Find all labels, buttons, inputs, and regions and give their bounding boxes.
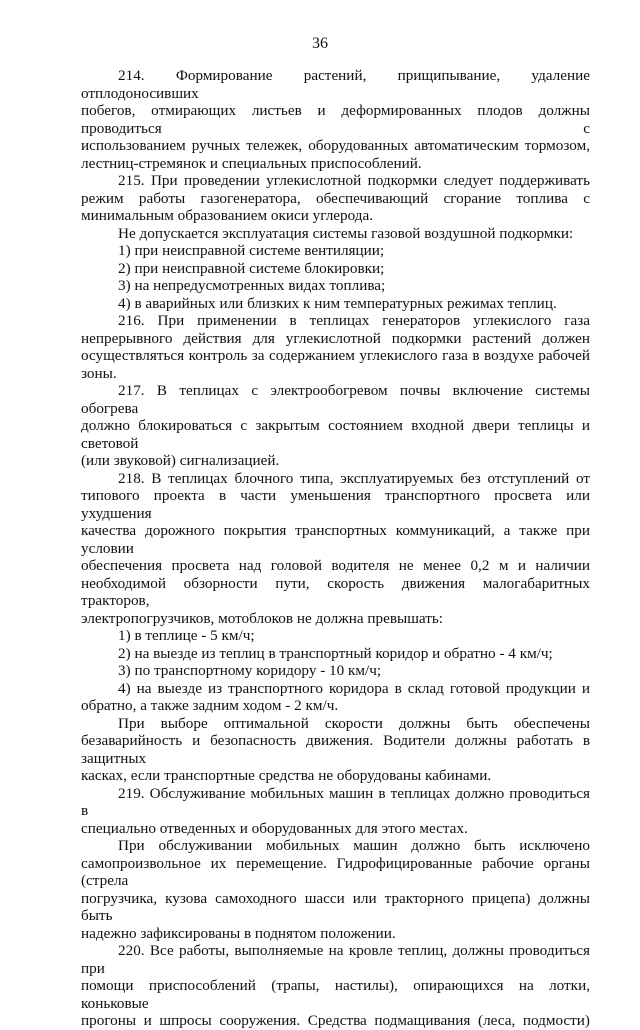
text-line: самопроизвольное их перемещение. Гидрофицированные рабочие органы (стрела — [81, 854, 590, 889]
text-line: электропогрузчиков, мотоблоков не должна превышать: — [81, 609, 444, 627]
text-line: специально отведенных и оборудованных для этого местах. — [81, 819, 468, 837]
text-line: необходимой обзорности пути, скорость движения малогабаритных тракторов, — [81, 574, 590, 609]
text-line: При обслуживании мобильных машин должно быть исключено — [118, 837, 590, 854]
text-line: режим работы газогенератора, обеспечивающий сгорание топлива с — [81, 189, 590, 207]
text-line: 3) на непредусмотренных видах топлива; — [118, 277, 386, 294]
text-line: обратно, а также задним ходом - 2 км/ч. — [81, 697, 339, 714]
text-line: использованием ручных тележек, оборудованных автоматическим тормозом, — [81, 137, 590, 154]
text-line: 3) по транспортному коридору - 10 км/ч; — [118, 662, 382, 679]
text-line: должно блокироваться с закрытым состоянием входной двери теплицы и световой — [81, 417, 590, 452]
text-line: обеспечения просвета над головой водителя не менее 0,2 м и наличии — [81, 557, 590, 574]
text-line: 216. При применении в теплицах генераторов углекислого газа — [118, 312, 590, 329]
text-line: касках, если транспортные средства не оборудованы кабинами. — [81, 767, 492, 784]
text-line: 214. Формирование растений, прищипывание, удаление отплодоносивших — [81, 67, 590, 102]
text-line: 215. При проведении углекислотной подкормки следует поддерживать — [118, 172, 590, 189]
text-line: Не допускается эксплуатация системы газовой воздушной подкормки: — [118, 224, 574, 242]
text-line: помощи приспособлений (трапы, настилы), опирающихся на лотки, коньковые — [81, 977, 590, 1012]
text-line: зоны. — [81, 364, 117, 382]
text-line: безаварийность и безопасность движения. Водители должны работать в защитных — [81, 732, 590, 767]
text-line: 217. В теплицах с электрообогревом почвы включение системы обогрева — [81, 382, 590, 417]
page-number: 36 — [312, 35, 328, 52]
text-line: качества дорожного покрытия транспортных коммуникаций, а также при условии — [81, 522, 590, 557]
text-line: прогоны и шпросы сооружения. Средства подмащивания (леса, подмости) — [81, 1012, 590, 1029]
text-line: 4) в аварийных или близких к ним температурных режимах теплиц. — [118, 294, 557, 312]
text-line: минимальным образованием окиси углерода. — [81, 207, 374, 224]
text-line: надежно зафиксированы в поднятом положении. — [81, 924, 396, 942]
text-line: 2) при неисправной системе блокировки; — [118, 259, 385, 277]
text-line: 2) на выезде из теплиц в транспортный коридор и обратно - 4 км/ч; — [118, 644, 553, 662]
text-line: осуществляться контроль за содержанием углекислого газа в воздухе рабочей — [81, 347, 590, 364]
text-line: типового проекта в части уменьшения транспортного просвета или ухудшения — [81, 487, 590, 522]
text-line: 1) в теплице - 5 км/ч; — [118, 627, 255, 644]
text-line: 1) при неисправной системе вентиляции; — [118, 242, 385, 259]
text-line: 220. Все работы, выполняемые на кровле теплиц, должны проводиться при — [81, 942, 590, 977]
text-line: лестниц-стремянок и специальных приспособлений. — [81, 154, 422, 172]
text-line: побегов, отмирающих листьев и деформированных плодов должны проводиться с — [81, 102, 590, 137]
text-line: (или звуковой) сигнализацией. — [81, 452, 280, 469]
text-line: непрерывного действия для углекислотной подкормки растений должен — [81, 329, 590, 347]
text-line: При выборе оптимальной скорости должны быть обеспечены — [118, 714, 590, 732]
document-body — [81, 67, 590, 1030]
text-line: 219. Обслуживание мобильных машин в теплицах должно проводиться в — [81, 784, 590, 819]
text-line: 218. В теплицах блочного типа, эксплуатируемых без отступлений от — [118, 469, 590, 487]
text-line: 4) на выезде из транспортного коридора в склад готовой продукции и — [118, 679, 590, 697]
text-line: погрузчика, кузова самоходного шасси или тракторного прицепа) должны быть — [81, 889, 590, 924]
